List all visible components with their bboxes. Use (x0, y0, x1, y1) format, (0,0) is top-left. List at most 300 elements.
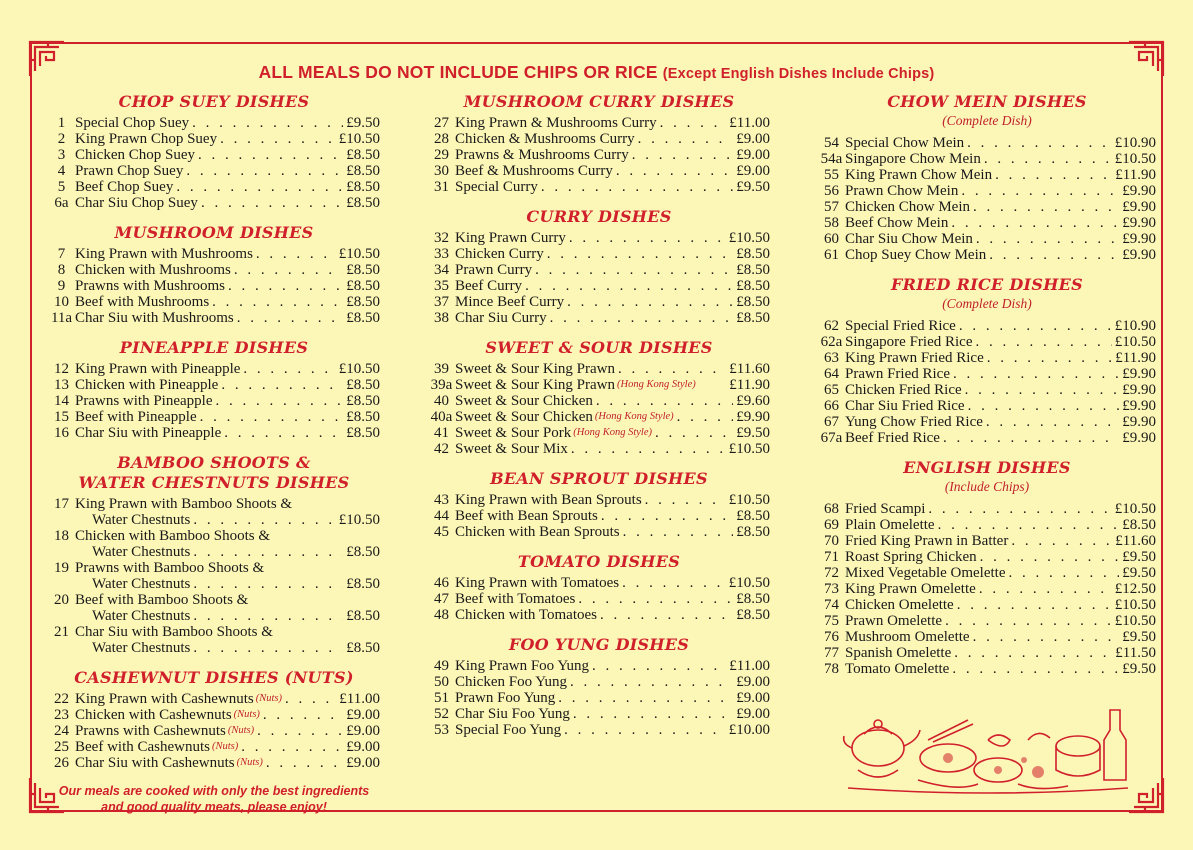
menu-item (428, 310, 770, 326)
leader-dots (237, 310, 343, 326)
menu-item (48, 294, 380, 310)
item-price: £9.50 (1122, 661, 1156, 677)
item-name: Tomato Omelette (845, 661, 950, 677)
item-name: King Prawn Omelette (845, 581, 976, 597)
section-title: ENGLISH DISHES (903, 458, 1071, 477)
item-price: £8.50 (1122, 517, 1156, 533)
leader-dots (938, 517, 1120, 533)
leader-dots (257, 723, 343, 739)
item-number: 57 (824, 199, 839, 215)
menu-item-list (48, 496, 380, 656)
item-name: Beef Fried Rice (845, 430, 940, 446)
menu-column-3 (818, 92, 1156, 689)
item-number: 15 (54, 409, 69, 425)
leader-dots (616, 163, 733, 179)
item-price: £9.90 (1122, 231, 1156, 247)
menu-item (818, 366, 1156, 382)
item-name: Prawn Chop Suey (75, 163, 184, 179)
item-number: 72 (824, 565, 839, 581)
item-price: £10.50 (728, 492, 770, 508)
item-number: 41 (434, 425, 449, 441)
item-name: Mushroom Omelette (845, 629, 970, 645)
item-name: Prawns with Pineapple (75, 393, 213, 409)
leader-dots (976, 231, 1119, 247)
item-name: Chicken Foo Yung (455, 674, 567, 690)
item-price: £8.50 (736, 278, 770, 294)
section-tomato-dishes (428, 552, 770, 623)
menu-item (48, 496, 380, 528)
menu-item (428, 393, 770, 409)
item-number: 66 (824, 398, 839, 414)
menu-item (818, 414, 1156, 430)
menu-item (428, 575, 770, 591)
item-name: Sweet & Sour Chicken (455, 409, 593, 425)
leader-dots (618, 361, 726, 377)
leader-dots (980, 549, 1120, 565)
item-price: £8.50 (346, 608, 380, 624)
leader-dots (601, 508, 733, 524)
item-number: 60 (824, 231, 839, 247)
item-note: (Hong Kong Style) (617, 379, 696, 390)
item-price: £8.50 (736, 607, 770, 623)
item-note: (Nuts) (227, 725, 255, 736)
item-number: 67 (824, 414, 839, 430)
leader-dots (967, 135, 1112, 151)
item-price: £9.00 (736, 690, 770, 706)
item-name: Sweet & Sour King Prawn (455, 361, 615, 377)
leader-dots (965, 382, 1120, 398)
item-name: Mince Beef Curry (455, 294, 565, 310)
leader-dots (256, 246, 336, 262)
item-number: 53 (434, 722, 449, 738)
item-note: (Hong Kong Style) (594, 411, 674, 422)
item-name: Singapore Fried Rice (845, 334, 973, 350)
item-number: 70 (824, 533, 839, 549)
item-name: Sweet & Sour King Prawn (455, 377, 615, 393)
item-price: £11.00 (729, 115, 770, 131)
leader-dots (952, 661, 1119, 677)
menu-item (428, 441, 770, 457)
leader-dots (541, 179, 733, 195)
item-name: Chicken with Bean Sprouts (455, 524, 620, 540)
menu-item (428, 361, 770, 377)
item-number: 14 (54, 393, 69, 409)
item-name: Chicken with Cashewnuts (75, 707, 232, 723)
menu-item (48, 179, 380, 195)
item-name: Special Chop Suey (75, 115, 190, 131)
item-name: King Prawn with Mushrooms (75, 246, 253, 262)
menu-item-list (48, 246, 380, 326)
item-price: £12.50 (1114, 581, 1156, 597)
item-price: £9.00 (346, 707, 380, 723)
footer-note (48, 783, 380, 815)
section-sweet-sour-dishes (428, 338, 770, 457)
menu-item (818, 581, 1156, 597)
menu-item (48, 691, 380, 707)
item-number: 16 (54, 425, 69, 441)
leader-dots (193, 512, 335, 528)
item-price: £11.00 (729, 658, 770, 674)
item-price: £9.50 (736, 425, 770, 441)
item-name: Chicken Omelette (845, 597, 954, 613)
item-number: 56 (824, 183, 839, 199)
leader-dots (200, 409, 344, 425)
item-name: Beef with Mushrooms (75, 294, 210, 310)
section-title: BAMBOO SHOOTS & (117, 453, 311, 472)
item-number: 54a (820, 151, 843, 167)
item-number: 3 (57, 147, 66, 163)
item-name: Singapore Chow Mein (845, 151, 981, 167)
footer-note-line1: Our meals are cooked with only the best ingredients (58, 784, 370, 798)
menu-item (428, 163, 770, 179)
item-number: 6a (54, 195, 69, 211)
item-name-cont: Water Chestnuts (92, 512, 191, 528)
menu-item (818, 661, 1156, 677)
item-number: 5 (57, 179, 66, 195)
menu-item (428, 278, 770, 294)
menu-item (818, 183, 1156, 199)
leader-dots (975, 334, 1111, 350)
item-price: £9.90 (1122, 183, 1156, 199)
leader-dots (655, 425, 733, 441)
item-name: Plain Omelette (845, 517, 935, 533)
menu-item-list (818, 501, 1156, 677)
section-foo-yung-dishes (428, 635, 770, 738)
leader-dots (945, 613, 1112, 629)
item-price: £8.50 (346, 544, 380, 560)
menu-item (48, 592, 380, 624)
item-name: Prawn Curry (455, 262, 533, 278)
item-name: Beef with Pineapple (75, 409, 197, 425)
item-price: £10.50 (728, 575, 770, 591)
leader-dots (201, 195, 343, 211)
section-curry-dishes (428, 207, 770, 326)
item-number: 78 (824, 661, 839, 677)
leader-dots (959, 318, 1112, 334)
item-name: Special Chow Mein (845, 135, 965, 151)
item-name: King Prawn with Bamboo Shoots & (75, 496, 293, 512)
item-name: Chicken Curry (455, 246, 544, 262)
menu-item (428, 179, 770, 195)
item-number: 21 (54, 624, 69, 640)
item-price: £11.50 (1115, 645, 1156, 661)
section-title: CHOW MEIN DISHES (887, 92, 1087, 111)
item-number: 26 (54, 755, 69, 771)
menu-item (48, 115, 380, 131)
item-price: £8.50 (346, 163, 380, 179)
section-mushroom-curry-dishes (428, 92, 770, 195)
leader-dots (973, 199, 1119, 215)
item-price: £9.00 (736, 674, 770, 690)
item-name: King Prawn Fried Rice (845, 350, 984, 366)
item-name: Char Siu Fried Rice (845, 398, 965, 414)
item-name-cont: Water Chestnuts (92, 576, 191, 592)
menu-item (428, 246, 770, 262)
item-name: Prawns with Bamboo Shoots & (75, 560, 265, 576)
menu-item (48, 755, 380, 771)
item-number: 2 (57, 131, 66, 147)
item-name: Beef with Bamboo Shoots & (75, 592, 249, 608)
menu-item (818, 549, 1156, 565)
leader-dots (632, 147, 733, 163)
menu-item (818, 231, 1156, 247)
item-number: 31 (434, 179, 449, 195)
item-number: 10 (54, 294, 69, 310)
section-english-dishes (818, 458, 1156, 677)
item-number: 13 (54, 377, 69, 393)
item-number: 44 (434, 508, 449, 524)
item-name: Char Siu Curry (455, 310, 547, 326)
item-name: Prawns with Cashewnuts (75, 723, 226, 739)
item-name: Chicken Fried Rice (845, 382, 962, 398)
item-number: 50 (434, 674, 449, 690)
leader-dots (525, 278, 733, 294)
menu-item (818, 382, 1156, 398)
menu-item (428, 722, 770, 738)
menu-item (818, 215, 1156, 231)
item-number: 46 (434, 575, 449, 591)
item-name: Chicken with Bamboo Shoots & (75, 528, 270, 544)
menu-item (818, 167, 1156, 183)
menu-item (48, 528, 380, 560)
item-price: £8.50 (346, 147, 380, 163)
leader-dots (186, 163, 343, 179)
item-number: 67a (820, 430, 843, 446)
section-subtitle: (Complete Dish) (942, 113, 1032, 128)
item-price: £8.50 (736, 246, 770, 262)
menu-item-list (48, 691, 380, 771)
item-number: 40 (434, 393, 449, 409)
item-number: 38 (434, 310, 449, 326)
section-title: CURRY DISHES (526, 207, 672, 226)
item-price: £8.50 (346, 377, 380, 393)
item-name: King Prawn with Tomatoes (455, 575, 620, 591)
leader-dots (596, 393, 733, 409)
section-title: CASHEWNUT DISHES (NUTS) (74, 668, 354, 687)
menu-item (818, 398, 1156, 414)
menu-item-list (48, 115, 380, 211)
item-name: Chicken & Mushrooms Curry (455, 131, 635, 147)
item-name: Beef with Tomatoes (455, 591, 576, 607)
menu-item (818, 629, 1156, 645)
section-title-line2: WATER CHESTNUTS DISHES (78, 473, 350, 492)
item-price: £9.50 (1122, 549, 1156, 565)
item-price: £9.90 (1122, 430, 1156, 446)
item-price: £11.60 (729, 361, 770, 377)
item-number: 35 (434, 278, 449, 294)
item-number: 27 (434, 115, 449, 131)
leader-dots (569, 230, 726, 246)
item-number: 25 (54, 739, 69, 755)
menu-item (818, 613, 1156, 629)
leader-dots (221, 377, 343, 393)
item-number: 8 (57, 262, 66, 278)
menu-item (48, 739, 380, 755)
item-number: 47 (434, 591, 449, 607)
item-name: Char Siu Chow Mein (845, 231, 973, 247)
leader-dots (193, 640, 343, 656)
item-name: Sweet & Sour Chicken (455, 393, 593, 409)
menu-item-list (428, 361, 770, 457)
leader-dots (571, 441, 726, 457)
item-number: 9 (57, 278, 66, 294)
item-name: Char Siu with Bamboo Shoots & (75, 624, 273, 640)
menu-item (818, 645, 1156, 661)
item-number: 58 (824, 215, 839, 231)
menu-column-2 (428, 92, 770, 750)
item-name: Chicken with Tomatoes (455, 607, 597, 623)
menu-banner (0, 62, 1193, 83)
menu-item (48, 560, 380, 592)
item-number: 7 (57, 246, 66, 262)
item-number: 55 (824, 167, 839, 183)
leader-dots (645, 492, 726, 508)
item-name: Char Siu Foo Yung (455, 706, 570, 722)
item-name: Char Siu Chop Suey (75, 195, 198, 211)
item-number: 69 (824, 517, 839, 533)
menu-item (428, 131, 770, 147)
item-price: £11.90 (1115, 167, 1156, 183)
item-name: Beef with Cashewnuts (75, 739, 210, 755)
leader-dots (677, 409, 734, 425)
item-number: 71 (824, 549, 839, 565)
item-price: £8.50 (346, 393, 380, 409)
section-title: SWEET & SOUR DISHES (485, 338, 713, 357)
item-number: 4 (57, 163, 66, 179)
item-name: Beef & Mushrooms Curry (455, 163, 613, 179)
leader-dots (622, 575, 726, 591)
menu-item (428, 230, 770, 246)
menu-item (818, 199, 1156, 215)
item-name: Char Siu with Cashewnuts (75, 755, 235, 771)
menu-item (428, 607, 770, 623)
item-price: £9.90 (1122, 414, 1156, 430)
item-number: 68 (824, 501, 839, 517)
item-price: £9.00 (346, 723, 380, 739)
item-number: 1 (57, 115, 66, 131)
leader-dots (961, 183, 1119, 199)
item-price: £10.50 (1114, 501, 1156, 517)
menu-item (428, 658, 770, 674)
item-name: King Prawn with Pineapple (75, 361, 241, 377)
item-name-cont: Water Chestnuts (92, 608, 191, 624)
item-name: Chop Suey Chow Mein (845, 247, 987, 263)
item-price: £10.50 (1114, 597, 1156, 613)
item-note: (Nuts) (211, 741, 239, 752)
item-note: (Nuts) (255, 693, 282, 704)
section-title: FRIED RICE DISHES (891, 275, 1083, 294)
item-number: 62 (824, 318, 839, 334)
item-name: King Prawn with Bean Sprouts (455, 492, 642, 508)
footer-note-line2: and good quality meats, please enjoy! (101, 800, 327, 814)
item-price: £8.50 (346, 179, 380, 195)
leader-dots (928, 501, 1111, 517)
item-name: Chicken with Mushrooms (75, 262, 231, 278)
menu-item (48, 393, 380, 409)
leader-dots (968, 398, 1120, 414)
item-price: £10.50 (728, 230, 770, 246)
menu-item (818, 135, 1156, 151)
leader-dots (198, 147, 343, 163)
leader-dots (193, 608, 343, 624)
item-number: 73 (824, 581, 839, 597)
item-price: £9.50 (736, 179, 770, 195)
item-name: Mixed Vegetable Omelette (845, 565, 1006, 581)
item-name: Special Curry (455, 179, 538, 195)
item-number: 48 (434, 607, 449, 623)
item-number: 39a (430, 377, 453, 393)
item-price: £8.50 (736, 591, 770, 607)
item-price: £9.60 (736, 393, 770, 409)
menu-item (428, 674, 770, 690)
section-pineapple-dishes (48, 338, 380, 441)
item-number: 33 (434, 246, 449, 262)
menu-item (48, 425, 380, 441)
item-price: £10.50 (1114, 151, 1156, 167)
leader-dots (193, 544, 343, 560)
item-number: 19 (54, 560, 69, 576)
item-name-cont: Water Chestnuts (92, 640, 191, 656)
leader-dots (215, 393, 343, 409)
leader-dots (243, 361, 335, 377)
section-bean-sprout-dishes (428, 469, 770, 540)
leader-dots (638, 131, 734, 147)
item-price: £10.50 (728, 441, 770, 457)
item-name: Fried King Prawn in Batter (845, 533, 1009, 549)
item-name: King Prawn Foo Yung (455, 658, 590, 674)
menu-item (428, 690, 770, 706)
leader-dots (995, 167, 1112, 183)
section-title: TOMATO DISHES (517, 552, 681, 571)
leader-dots (570, 674, 733, 690)
item-price: £8.50 (346, 576, 380, 592)
item-price: £10.50 (1114, 613, 1156, 629)
item-price: £8.50 (346, 425, 380, 441)
item-number: 63 (824, 350, 839, 366)
menu-item (818, 533, 1156, 549)
leader-dots (1009, 565, 1120, 581)
item-number: 43 (434, 492, 449, 508)
leader-dots (558, 690, 733, 706)
item-number: 77 (824, 645, 839, 661)
menu-item (428, 492, 770, 508)
menu-item (48, 707, 380, 723)
item-number: 39 (434, 361, 449, 377)
item-note: (Nuts) (236, 757, 263, 768)
item-price: £10.50 (338, 512, 380, 528)
item-name: King Prawn with Cashewnuts (75, 691, 254, 707)
leader-dots (1011, 533, 1112, 549)
item-name: King Prawn Chop Suey (75, 131, 218, 147)
menu-item (428, 524, 770, 540)
section-subtitle: (Include Chips) (944, 479, 1030, 494)
item-number: 23 (54, 707, 69, 723)
leader-dots (220, 131, 336, 147)
item-price: £8.50 (736, 508, 770, 524)
menu-item (428, 425, 770, 441)
item-price: £9.00 (736, 706, 770, 722)
menu-item-list (48, 361, 380, 441)
section-bamboo-shoots-water-chestnuts-dishes (48, 453, 380, 656)
item-number: 40a (430, 409, 453, 425)
menu-item (48, 195, 380, 211)
item-price: £9.90 (1122, 366, 1156, 382)
item-name: Beef Chow Mein (845, 215, 949, 231)
item-price: £10.00 (728, 722, 770, 738)
leader-dots (592, 658, 726, 674)
item-price: £9.00 (346, 755, 380, 771)
menu-item (48, 278, 380, 294)
